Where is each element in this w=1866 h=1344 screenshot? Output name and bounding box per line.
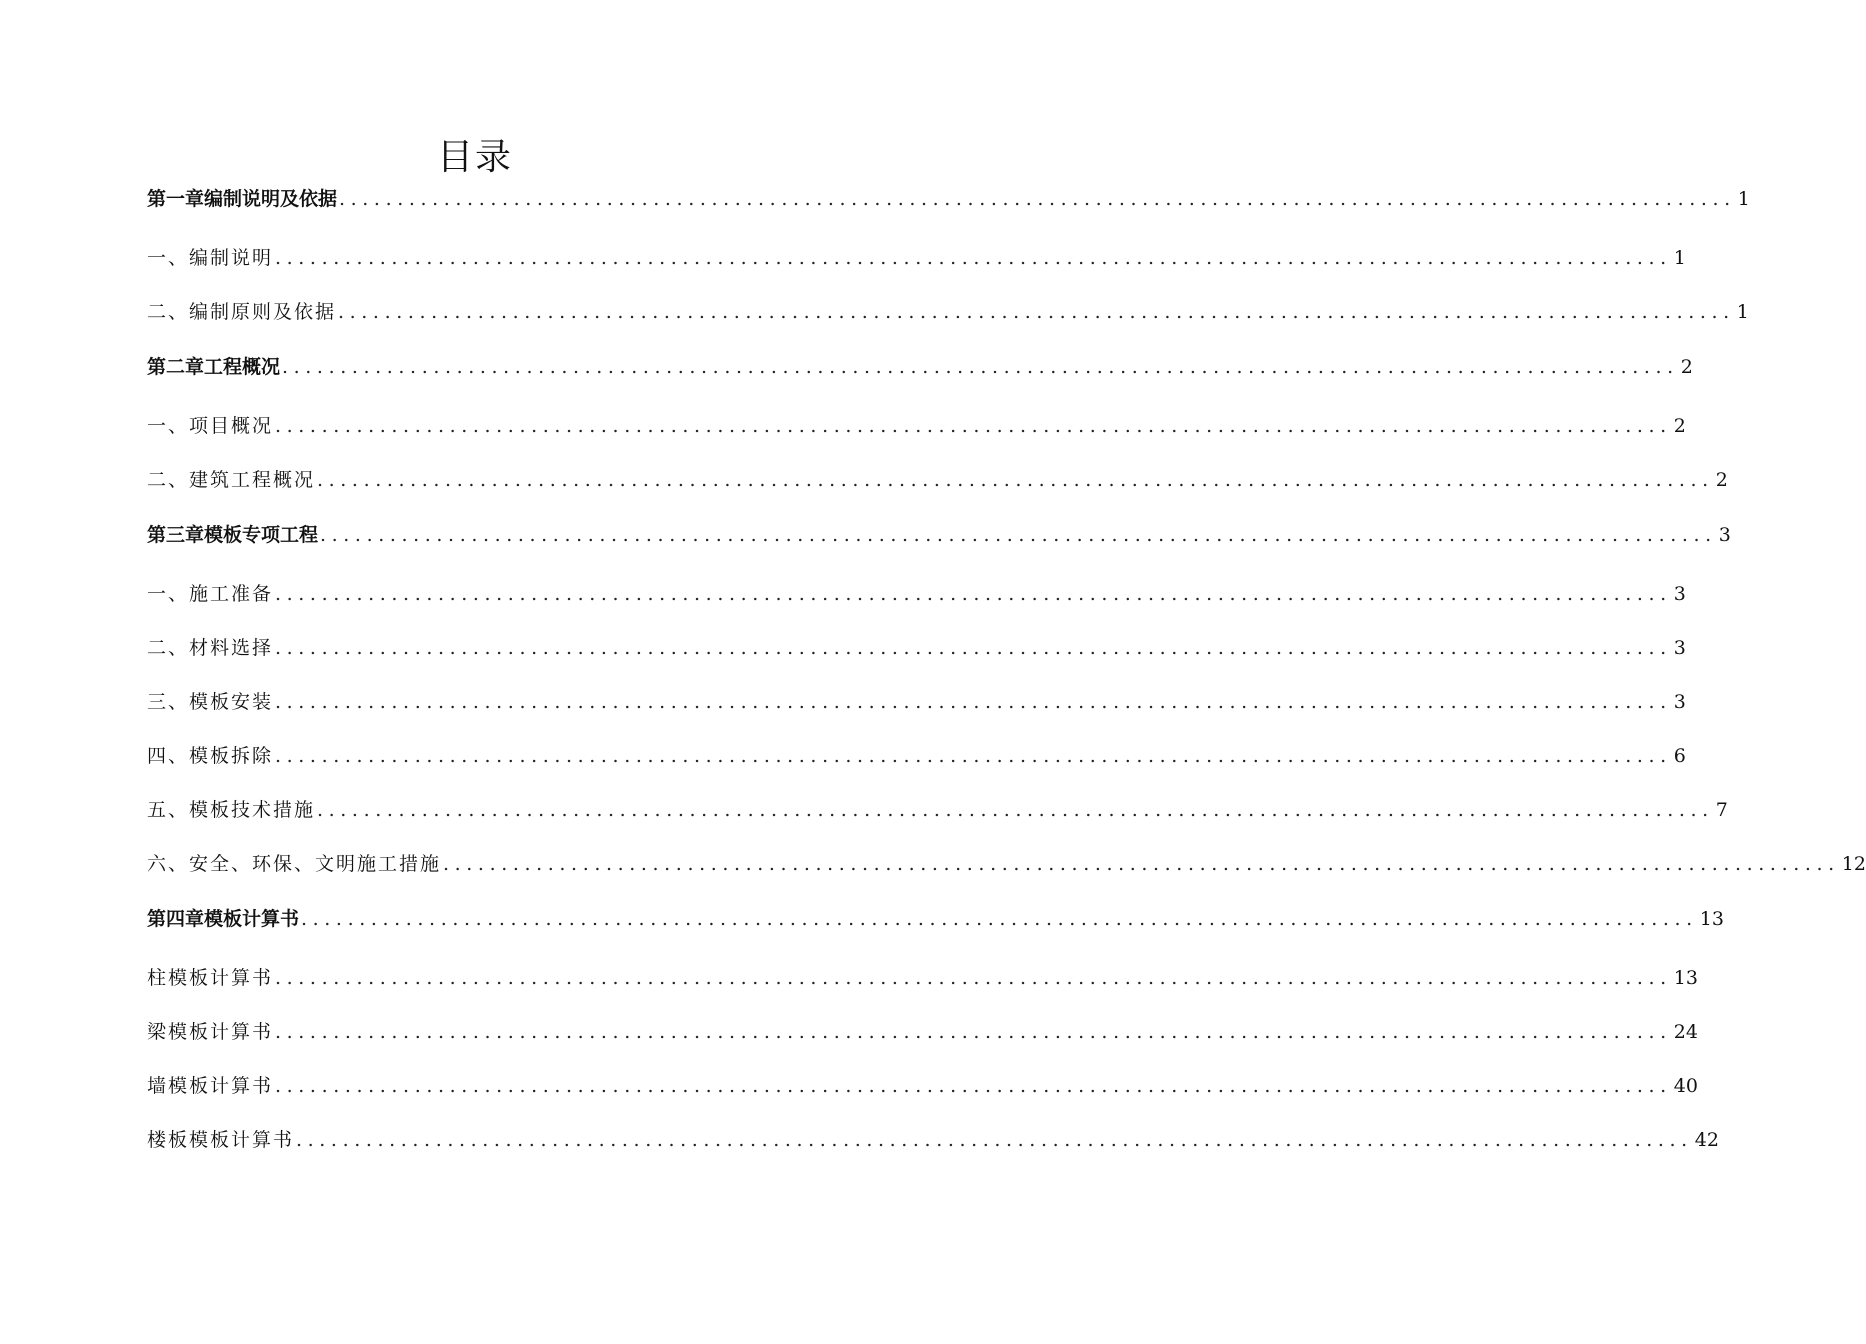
toc-leader-dots: ........................................................................................................................ — [275, 745, 1672, 767]
toc-entry-page: 3 — [1673, 691, 1686, 713]
toc-entry-page: 2 — [1715, 469, 1728, 491]
toc-entry[interactable] — [147, 795, 1728, 825]
toc-entry-label: 一、项目概况 — [147, 415, 274, 437]
toc-leader-dots: ........................................................................................................................ — [317, 469, 1714, 491]
toc-entry-label: 四、模板拆除 — [147, 745, 274, 767]
toc-leader-dots: ........................................................................................................................ — [282, 356, 1679, 378]
toc-title: 目录 — [436, 137, 513, 178]
toc-leader-dots: ........................................................................................................................ — [275, 691, 1672, 713]
toc-leader-dots: ........................................................................................................................ — [296, 1129, 1693, 1151]
toc-entry-page: 1 — [1737, 188, 1750, 210]
toc-leader-dots: ........................................................................................................................ — [275, 637, 1672, 659]
toc-entry[interactable] — [147, 520, 1731, 550]
toc-entry[interactable] — [147, 411, 1686, 441]
toc-entry-page: 2 — [1673, 415, 1686, 437]
toc-entry[interactable] — [147, 963, 1698, 993]
toc-entry-page: 13 — [1673, 967, 1698, 989]
toc-entry-label: 第三章模板专项工程 — [147, 524, 319, 546]
toc-entry-page: 2 — [1680, 356, 1693, 378]
toc-entry-page: 40 — [1673, 1075, 1698, 1097]
toc-leader-dots: ........................................................................................................................ — [301, 908, 1698, 930]
toc-entry-label: 二、编制原则及依据 — [147, 301, 337, 323]
toc-leader-dots: ........................................................................................................................ — [317, 799, 1714, 821]
toc-entry-label: 一、施工准备 — [147, 583, 274, 605]
toc-entry[interactable] — [147, 243, 1686, 273]
toc-entry-label: 五、模板技术措施 — [147, 799, 316, 821]
toc-entry-page: 24 — [1673, 1021, 1698, 1043]
toc-entry-label: 六、安全、环保、文明施工措施 — [147, 853, 442, 875]
toc-entry-label: 第一章编制说明及依据 — [147, 188, 338, 210]
toc-entry-page: 6 — [1673, 745, 1686, 767]
toc-entry-page: 1 — [1736, 301, 1749, 323]
toc-entry-page: 3 — [1673, 637, 1686, 659]
toc-entry-label: 第四章模板计算书 — [147, 908, 300, 930]
toc-entry-label: 梁模板计算书 — [147, 1021, 274, 1043]
toc-entry-label: 三、模板安装 — [147, 691, 274, 713]
toc-entry-page: 12 — [1841, 853, 1866, 875]
toc-entry[interactable] — [147, 1017, 1698, 1047]
toc-entry-label: 一、编制说明 — [147, 247, 274, 269]
toc-entry-label: 楼板模板计算书 — [147, 1129, 295, 1151]
toc-leader-dots: ........................................................................................................................ — [275, 967, 1672, 989]
toc-leader-dots: ........................................................................................................................ — [338, 301, 1735, 323]
toc-leader-dots: ........................................................................................................................ — [275, 1021, 1672, 1043]
toc-leader-dots: ........................................................................................................................ — [275, 583, 1672, 605]
toc-entry-page: 3 — [1718, 524, 1731, 546]
toc-entry-label: 第二章工程概况 — [147, 356, 281, 378]
toc-leader-dots: ........................................................................................................................ — [275, 415, 1672, 437]
toc-entry-page: 42 — [1694, 1129, 1719, 1151]
toc-entry[interactable] — [147, 849, 1866, 879]
toc-leader-dots: ........................................................................................................................ — [320, 524, 1717, 546]
toc-entry-page: 7 — [1715, 799, 1728, 821]
toc-entry[interactable] — [147, 297, 1749, 327]
toc-entry[interactable] — [147, 741, 1686, 771]
toc-entry[interactable] — [147, 352, 1693, 382]
toc-leader-dots: ........................................................................................................................ — [275, 247, 1672, 269]
toc-entry[interactable] — [147, 465, 1728, 495]
toc-entry-page: 3 — [1673, 583, 1686, 605]
toc-entry[interactable] — [147, 1125, 1719, 1155]
toc-entry[interactable] — [147, 904, 1724, 934]
toc-entry[interactable] — [147, 1071, 1698, 1101]
toc-entry-label: 二、材料选择 — [147, 637, 274, 659]
toc-leader-dots: ........................................................................................................................ — [339, 188, 1736, 210]
toc-entry[interactable] — [147, 687, 1686, 717]
toc-leader-dots: ........................................................................................................................ — [443, 853, 1840, 875]
toc-entry[interactable] — [147, 633, 1686, 663]
toc-entry-label: 二、建筑工程概况 — [147, 469, 316, 491]
toc-entry-label: 墙模板计算书 — [147, 1075, 274, 1097]
toc-leader-dots: ........................................................................................................................ — [275, 1075, 1672, 1097]
toc-entry-page: 1 — [1673, 247, 1686, 269]
toc-entry[interactable] — [147, 579, 1686, 609]
toc-entry-page: 13 — [1699, 908, 1724, 930]
toc-entry[interactable] — [147, 184, 1750, 214]
toc-entry-label: 柱模板计算书 — [147, 967, 274, 989]
